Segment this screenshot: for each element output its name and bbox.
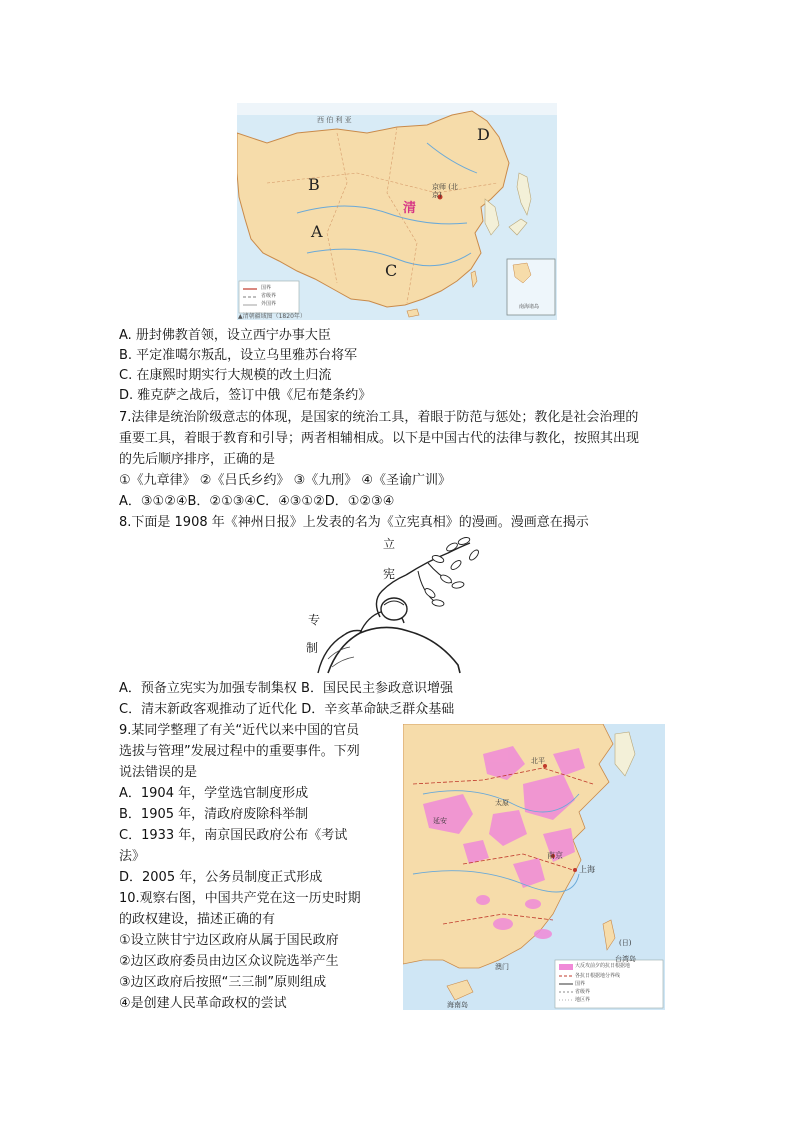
legend-foreign-border: 外国界 — [261, 301, 277, 307]
cartoon-char-zhi: 制 — [306, 641, 319, 655]
city-yanan: 延安 — [433, 817, 447, 825]
city-shanghai: 上海 — [579, 865, 595, 874]
q7-stem-line-3: 的先后顺序排序，正确的是 — [119, 452, 276, 467]
japan-occupied-label: (日) — [619, 939, 632, 947]
q10-item-2: ②边区政府委员由边区众议院选举产生 — [119, 954, 339, 969]
marker-c: C — [385, 261, 398, 280]
q6-option-d: D. 雅克萨之战后，签订中俄《尼布楚条约》 — [119, 388, 372, 403]
capital-label: 京师 (北京) — [432, 183, 458, 199]
q9-option-c-cont: 法》 — [119, 849, 146, 864]
map1-caption: ▲清朝疆域图（1820年） — [238, 313, 306, 320]
q7-stem-line-2: 重要工具，着眼于教育和引导；两者相辅相成。以下是中国古代的法律与教化，按照其出现 — [119, 431, 640, 446]
q8-options-cd: C．清末新政客观推动了近代化 D．辛亥革命缺乏群众基础 — [119, 702, 455, 717]
legend-region-border: 地区界 — [575, 997, 591, 1003]
constitution-cartoon — [288, 535, 488, 675]
cartoon-char-xian: 宪 — [383, 567, 396, 581]
qing-territory-map — [237, 103, 557, 320]
base-areas-map — [403, 724, 665, 1010]
q9-stem-line-3: 说法错误的是 — [119, 765, 198, 780]
q10-item-1: ①设立陕甘宁边区政府从属于国民政府 — [119, 933, 339, 948]
q7-items: ①《九章律》 ②《吕氏乡约》 ③《九刑》 ④《圣谕广训》 — [119, 473, 452, 488]
q10-stem-line-1: 10.观察右图，中国共产党在这一历史时期 — [119, 891, 361, 906]
q9-stem-line-1: 9.某同学整理了有关“近代以来中国的官员 — [119, 723, 360, 738]
marker-b: B — [308, 175, 320, 194]
marker-d: D — [477, 125, 490, 144]
city-taiyuan: 太原 — [495, 799, 509, 807]
siberia-label: 西 伯 利 亚 — [317, 116, 352, 124]
q7-options: A．③①②④B．②①③④C．④③①②D．①②③④ — [119, 494, 395, 509]
legend-base-area: 大反攻前夕的抗日根据地 — [575, 963, 631, 969]
q10-item-4: ④是创建人民革命政权的尝试 — [119, 996, 287, 1011]
q9-option-d: D．2005 年，公务员制度正式形成 — [119, 870, 323, 885]
q6-option-c: C. 在康熙时期实行大规模的改土归流 — [119, 368, 332, 383]
q6-option-b: B. 平定准噶尔叛乱，设立乌里雅苏台将军 — [119, 348, 358, 363]
q6-option-a: A. 册封佛教首领，设立西宁办事大臣 — [119, 328, 331, 343]
qing-label: 清 — [403, 201, 417, 216]
cartoon-char-zhuan: 专 — [308, 613, 321, 627]
cartoon-char-li: 立 — [383, 537, 396, 551]
legend-province-border: 省级界 — [261, 293, 277, 299]
city-macau: 澳门 — [495, 963, 509, 971]
q8-options-ab: A．预备立宪实为加强专制集权 B．国民民主参政意识增强 — [119, 681, 453, 696]
q9-option-b: B．1905 年，清政府废除科举制 — [119, 807, 309, 822]
legend-base-boundary: 各抗日根据地分界线 — [575, 973, 621, 979]
legend-national-border-2: 国界 — [575, 981, 586, 987]
q9-stem-line-2: 选拔与管理”发展过程中的重要事件。下列 — [119, 744, 360, 759]
taiwan-label: 台湾岛 — [615, 955, 636, 963]
city-beiping: 北平 — [531, 757, 545, 765]
hainan-label: 海南岛 — [447, 1001, 468, 1009]
inset-label: 南海诸岛 — [519, 304, 540, 310]
city-nanjing: 南京 — [547, 851, 563, 860]
legend-national-border: 国界 — [261, 285, 272, 291]
q10-stem-line-2: 的政权建设，描述正确的有 — [119, 912, 276, 927]
marker-a: A — [311, 222, 323, 241]
qing-map-graphic — [237, 103, 557, 320]
q9-option-a: A．1904 年，学堂选官制度形成 — [119, 786, 309, 801]
q7-stem-line-1: 7.法律是统治阶级意志的体现，是国家的统治工具，着眼于防范与惩处；教化是社会治理的 — [119, 410, 639, 425]
legend-province-border-2: 省级界 — [575, 989, 591, 995]
q8-stem: 8.下面是 1908 年《神州日报》上发表的名为《立宪真相》的漫画。漫画意在揭示 — [119, 515, 589, 530]
q10-item-3: ③边区政府后按照“三三制”原则组成 — [119, 975, 327, 990]
q9-option-c: C．1933 年，南京国民政府公布《考试 — [119, 828, 348, 843]
